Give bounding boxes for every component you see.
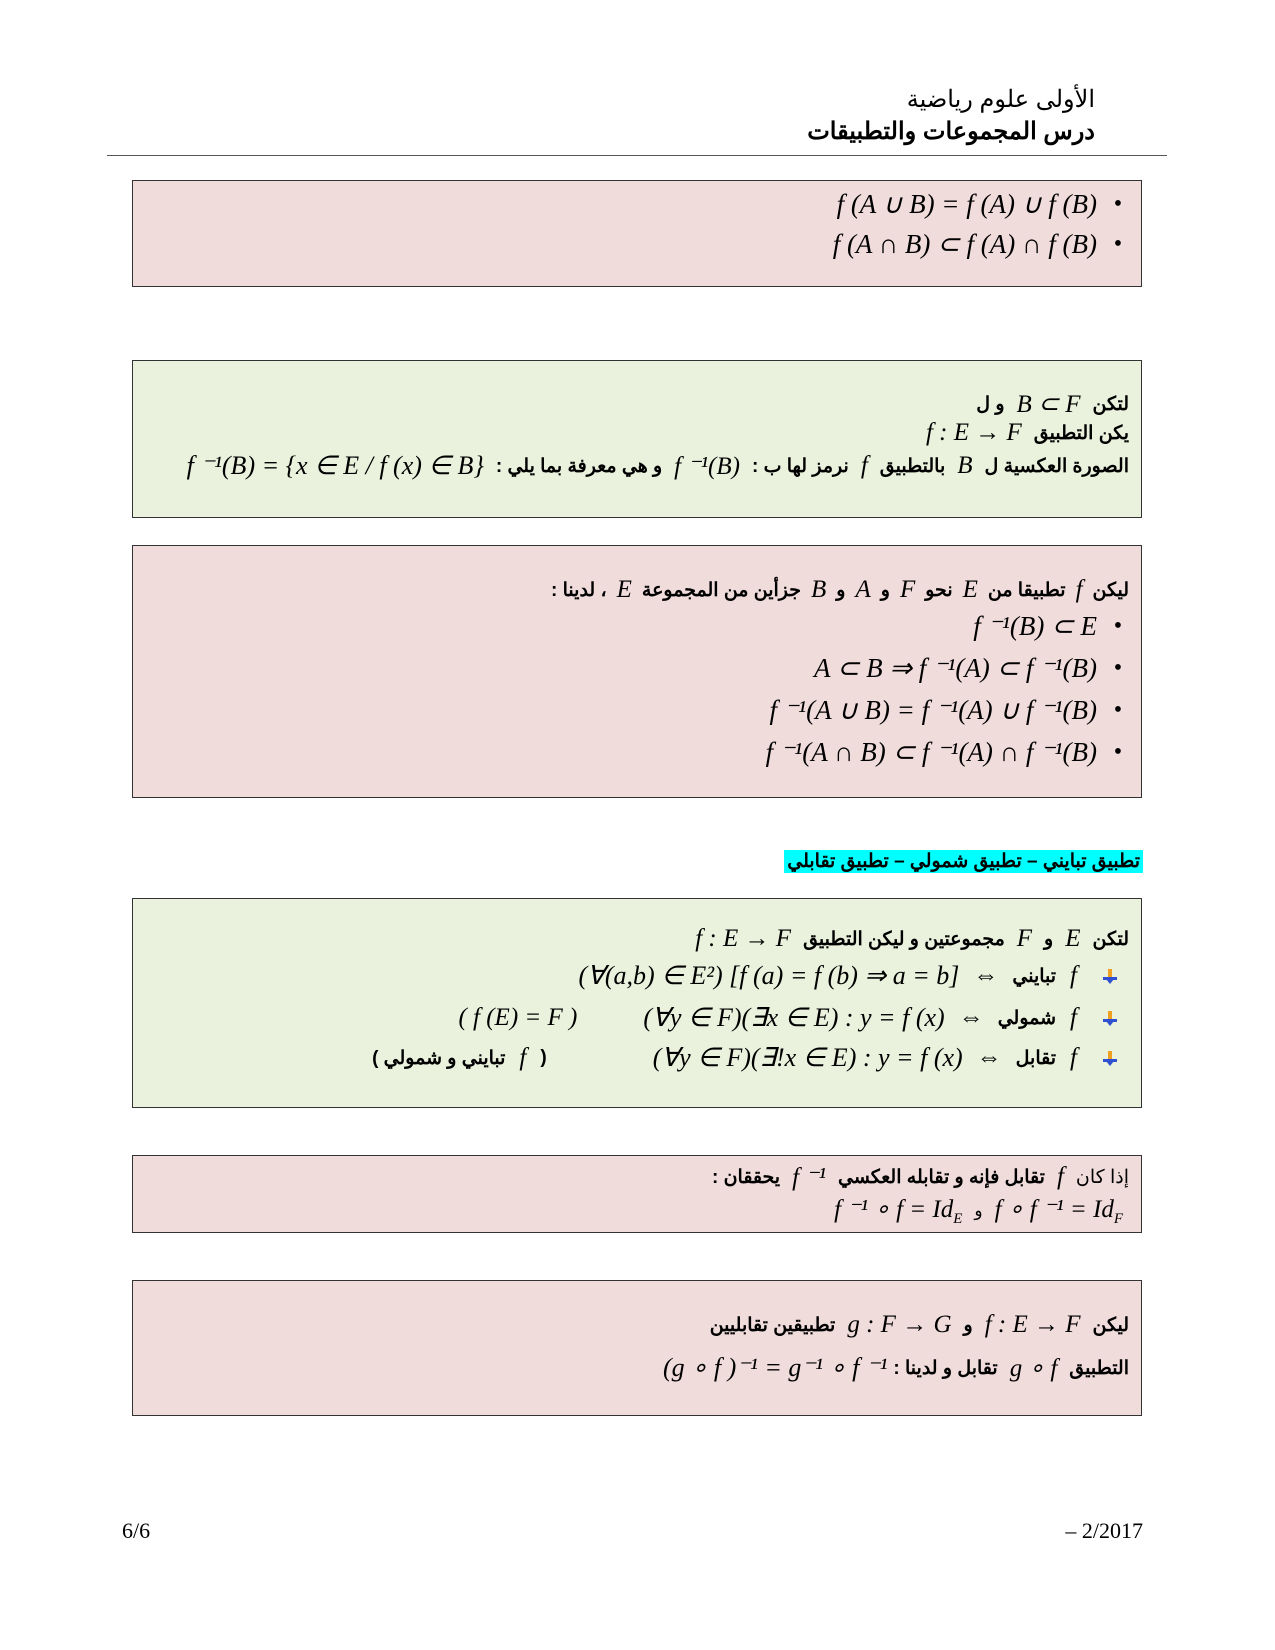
text: تقابل و لدينا : [893,1357,998,1379]
intro-line [551,576,1129,604]
formula: f [519,1044,527,1071]
formula: f [1056,1163,1064,1190]
box-inverse-bijection [132,1155,1142,1233]
bullet-icon: • [1113,231,1123,257]
formula: (g ∘ f )⁻¹ = g⁻¹ ∘ f ⁻¹ [662,1353,888,1382]
text: و [974,1201,983,1220]
list-item [833,229,1129,260]
box-inverse-image-properties [132,545,1142,798]
text: و ل [976,393,1005,415]
list-item [770,695,1129,726]
formula: f [1075,576,1083,603]
text: و [880,579,890,601]
intro-line [689,925,1129,953]
text: جزأين من المجموعة [641,579,802,601]
list-item [837,189,1129,220]
text: الصورة العكسية ل [984,455,1129,477]
injective-row [578,961,1129,991]
bijective-row [372,1043,1129,1073]
formula: f ⁻¹ [792,1164,826,1191]
formula: f ⁻¹(A ∩ B) ⊂ f ⁻¹(A) ∩ f ⁻¹(B) [765,737,1097,767]
text: ، لدينا : [551,579,607,601]
formula: g ∘ f [1009,1355,1058,1382]
text: ليكن [1092,579,1129,601]
iff-symbol: ⇔ [958,1004,984,1031]
statement-line [710,1311,1129,1339]
formula: f : E → F [984,1311,1081,1338]
formula: f : E → F [695,925,792,952]
box-image-properties [132,180,1142,287]
text: و [836,579,846,601]
definition-line [976,389,1129,419]
formula: f ⁻¹ ∘ $f = Id_E$ [834,1196,963,1227]
text: تطبيقا من [987,579,1066,601]
formula: ( f (E) = F ) [458,1004,578,1031]
formula: g : F → G [847,1311,952,1338]
bullet-icon: • [1113,655,1123,681]
text: نرمز لها ب : [751,455,849,477]
bullet-icon: • [1113,697,1123,723]
formula: f ∘ f $^{-1} = Id_F$ [994,1196,1123,1227]
box-injective-surjective-bijective [132,898,1142,1108]
text: و [1044,928,1054,950]
text: مجموعتين و ليكن التطبيق [803,928,1005,950]
text: و هي معرفة بما يلي : [495,455,663,477]
text: تطبيقين تقابليين [709,1314,836,1336]
formula: (∀y ∈ F)(∃!x ∈ E) : y = f (x) [652,1043,963,1072]
identity-line [828,1194,1129,1228]
bullet-icon: • [1113,613,1123,639]
header-line1: الأولى علوم رياضية [906,86,1095,113]
arrow-bullet-icon [1103,968,1117,984]
formula: f ⁻¹(B) [674,453,740,480]
statement-line [663,1353,1129,1383]
formula: f [1070,1044,1077,1071]
formula: A ⊂ B ⇒ f ⁻¹(A) ⊂ f ⁻¹(B) [813,653,1097,683]
text: يكن التطبيق [1033,422,1129,444]
header-line2: درس المجموعات والتطبيقات [807,118,1095,145]
formula: B [811,576,827,603]
text: لتكن [1092,393,1129,415]
text: ليكن [1092,1314,1129,1336]
formula: B ⊂ F [1016,391,1081,418]
definition-line [920,419,1129,447]
bullet-icon: • [1113,191,1123,217]
iff-symbol: ⇔ [976,1044,1002,1071]
box-composition-inverse [132,1280,1142,1416]
section-title: تطبيق تبايني – تطبيق شمولي – تطبيق تقابلي [784,850,1143,873]
text: إذا كان [1075,1166,1129,1188]
text: تبايني [1012,965,1057,987]
iff-symbol: ⇔ [973,962,999,989]
formula: f : E → F [925,419,1022,446]
page-number: 6/6 [122,1518,151,1543]
text: التطبيق [1069,1357,1129,1379]
arrow-bullet-icon [1103,1010,1117,1026]
formula: E [1065,925,1081,952]
formula: E [616,576,632,603]
text: تقابل [1015,1047,1057,1069]
text: ( [540,1047,547,1068]
text: تقابل فإنه و تقابله العكسي [837,1166,1045,1188]
box-inverse-image-definition [132,360,1142,518]
bullet-icon: • [1113,739,1123,765]
formula: f ⁻¹(B) ⊂ E [973,611,1097,641]
formula: E [962,576,978,603]
text: يحققان : [711,1166,781,1188]
formula: f (A ∩ B) ⊂ f (A) ∩ f (B) [832,229,1097,259]
formula: f [1070,1004,1077,1031]
formula: (∀(a,b) ∈ E²) [f (a) = f (b) ⇒ a = b] [578,961,960,990]
header-rule [107,155,1167,156]
statement-line [712,1162,1129,1192]
formula: F [899,576,916,603]
definition-line [181,451,1129,481]
text: تبايني و شمولي ) [372,1047,506,1069]
formula: (∀y ∈ F)(∃x ∈ E) : y = f (x) [643,1003,945,1032]
formula: f ⁻¹(A ∪ B) = f ⁻¹(A) ∪ f ⁻¹(B) [769,695,1097,725]
arrow-bullet-icon [1103,1050,1117,1066]
text: لتكن [1092,928,1129,950]
text: شمولي [997,1007,1057,1029]
formula: f [1070,962,1077,989]
list-item [973,611,1129,642]
text: نحو [925,579,953,601]
list-item [814,653,1129,684]
text: بالتطبيق [879,455,946,477]
formula: f ⁻¹(B) = {x ∈ E / f (x) ∈ B} [186,451,484,480]
formula: B [957,452,973,479]
formula: f [860,452,868,479]
footer-date: – 2/2017 [1065,1518,1143,1543]
formula: f (A ∪ B) = f (A) ∪ f (B) [836,189,1097,219]
formula: F [1016,925,1033,952]
list-item [766,737,1129,768]
formula: A [855,576,871,603]
text: و [963,1314,973,1336]
surjective-row [458,1003,1129,1033]
